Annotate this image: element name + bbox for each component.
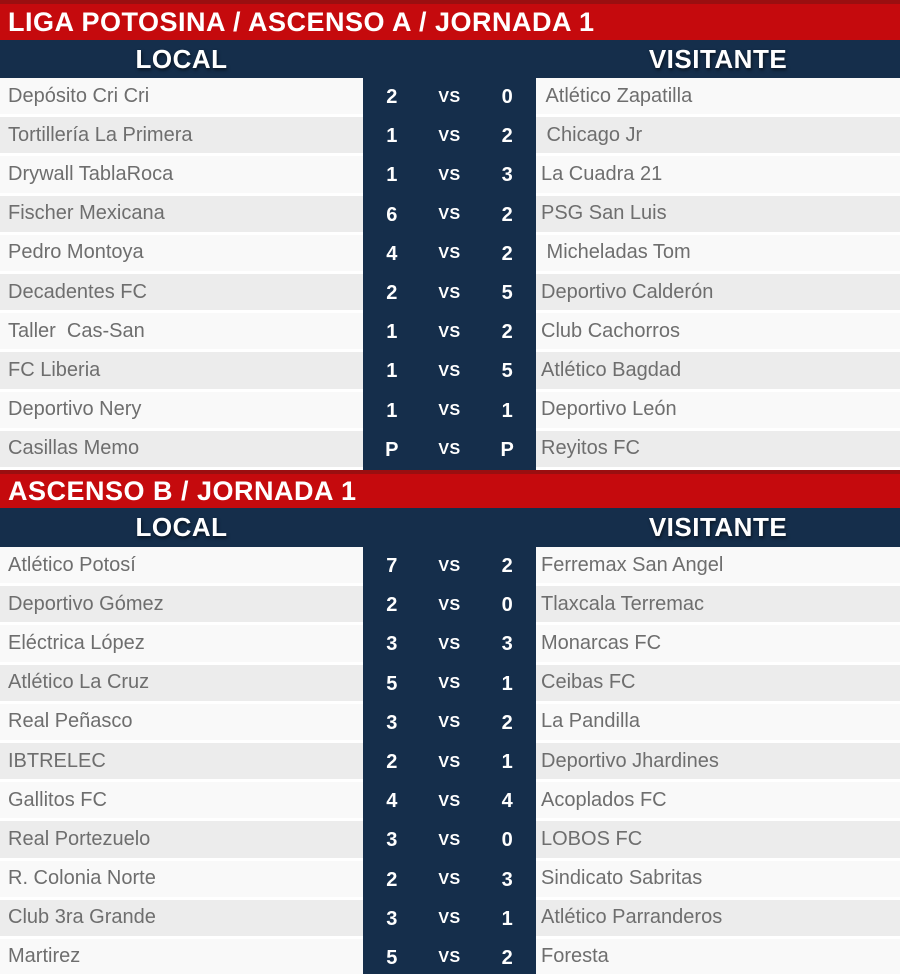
vs-label: VS xyxy=(438,441,461,459)
visitor-score: 2 xyxy=(501,203,513,226)
section-a-title: LIGA POTOSINA / ASCENSO A / JORNADA 1 xyxy=(8,6,595,37)
vs-label: VS xyxy=(438,596,461,614)
visitor-score: 1 xyxy=(501,672,513,695)
score-box xyxy=(363,900,536,939)
local-score: 7 xyxy=(386,555,398,578)
visitor-team-name: Ferremax San Angel xyxy=(536,547,900,586)
vs-label: VS xyxy=(438,166,461,184)
column-header-spacer xyxy=(363,40,536,78)
local-score: 1 xyxy=(386,164,398,187)
local-score: 2 xyxy=(386,868,398,891)
vs-label: VS xyxy=(438,557,461,575)
vs-label: VS xyxy=(438,402,461,420)
match-row xyxy=(0,665,900,704)
visitor-score: 4 xyxy=(501,790,513,813)
score-box xyxy=(363,392,536,431)
visitor-score: 2 xyxy=(501,946,513,969)
visitor-team-name: La Pandilla xyxy=(536,704,900,743)
visitor-team-name: Micheladas Tom xyxy=(536,235,900,274)
local-score: 6 xyxy=(386,203,398,226)
visitor-team-name: Tlaxcala Terremac xyxy=(536,586,900,625)
local-team-name: Deportivo Gómez xyxy=(0,586,363,625)
visitor-team-name: Chicago Jr xyxy=(536,117,900,156)
section-a-match-list xyxy=(0,78,900,470)
local-score: 3 xyxy=(386,907,398,930)
score-box xyxy=(363,313,536,352)
local-score: 5 xyxy=(386,672,398,695)
visitor-score: 3 xyxy=(501,164,513,187)
visitor-score: 1 xyxy=(501,399,513,422)
score-box xyxy=(363,352,536,391)
score-box xyxy=(363,665,536,704)
score-box xyxy=(363,939,536,974)
match-row xyxy=(0,900,900,939)
visitor-score: 0 xyxy=(501,829,513,852)
local-team-name: Gallitos FC xyxy=(0,782,363,821)
visitor-score: 3 xyxy=(501,868,513,891)
column-header-local: LOCAL xyxy=(135,43,228,74)
visitor-score: 0 xyxy=(501,86,513,109)
section-a-title-bar xyxy=(0,4,900,40)
visitor-team-name: Deportivo Jhardines xyxy=(536,743,900,782)
vs-label: VS xyxy=(438,675,461,693)
section-b-match-list xyxy=(0,547,900,974)
section-b-title: ASCENSO B / JORNADA 1 xyxy=(8,475,357,506)
match-row xyxy=(0,586,900,625)
visitor-score: 0 xyxy=(501,594,513,617)
match-row xyxy=(0,625,900,664)
vs-label: VS xyxy=(438,323,461,341)
match-row xyxy=(0,196,900,235)
visitor-score: 2 xyxy=(501,242,513,265)
match-row xyxy=(0,743,900,782)
score-box xyxy=(363,78,536,117)
match-row xyxy=(0,704,900,743)
local-team-name: Atlético La Cruz xyxy=(0,665,363,704)
local-score: 2 xyxy=(386,594,398,617)
local-score: P xyxy=(385,438,399,461)
visitor-team-name: Ceibas FC xyxy=(536,665,900,704)
local-score: 2 xyxy=(386,86,398,109)
vs-label: VS xyxy=(438,753,461,771)
vs-label: VS xyxy=(438,284,461,302)
vs-label: VS xyxy=(438,362,461,380)
local-team-name: Depósito Cri Cri xyxy=(0,78,363,117)
visitor-score: 2 xyxy=(501,555,513,578)
local-team-name: Taller Cas-San xyxy=(0,313,363,352)
match-row xyxy=(0,861,900,900)
local-score: 4 xyxy=(386,242,398,265)
visitor-team-name: LOBOS FC xyxy=(536,821,900,860)
local-team-name: Club 3ra Grande xyxy=(0,900,363,939)
visitor-score: 1 xyxy=(501,907,513,930)
match-row xyxy=(0,156,900,195)
visitor-team-name: La Cuadra 21 xyxy=(536,156,900,195)
match-row xyxy=(0,235,900,274)
vs-label: VS xyxy=(438,949,461,967)
column-header-local-cell xyxy=(0,40,363,78)
local-score: 1 xyxy=(386,360,398,383)
vs-label: VS xyxy=(438,831,461,849)
vs-label: VS xyxy=(438,871,461,889)
local-score: 1 xyxy=(386,125,398,148)
visitor-team-name: Atlético Zapatilla xyxy=(536,78,900,117)
visitor-score: 5 xyxy=(501,360,513,383)
visitor-team-name: Acoplados FC xyxy=(536,782,900,821)
score-box xyxy=(363,821,536,860)
score-box xyxy=(363,196,536,235)
vs-label: VS xyxy=(438,245,461,263)
local-team-name: Drywall TablaRoca xyxy=(0,156,363,195)
visitor-score: 2 xyxy=(501,711,513,734)
score-box xyxy=(363,861,536,900)
match-row xyxy=(0,782,900,821)
column-header-visitante: VISITANTE xyxy=(648,43,788,74)
visitor-team-name: Deportivo Calderón xyxy=(536,274,900,313)
match-row xyxy=(0,392,900,431)
score-box xyxy=(363,625,536,664)
vs-label: VS xyxy=(438,88,461,106)
local-team-name: Eléctrica López xyxy=(0,625,363,664)
local-team-name: Fischer Mexicana xyxy=(0,196,363,235)
match-row xyxy=(0,352,900,391)
score-box xyxy=(363,782,536,821)
visitor-team-name: Monarcas FC xyxy=(536,625,900,664)
visitor-team-name: Atlético Parranderos xyxy=(536,900,900,939)
visitor-score: 3 xyxy=(501,633,513,656)
local-team-name: R. Colonia Norte xyxy=(0,861,363,900)
match-row xyxy=(0,431,900,470)
local-score: 1 xyxy=(386,399,398,422)
score-box xyxy=(363,431,536,470)
score-box xyxy=(363,586,536,625)
local-score: 2 xyxy=(386,751,398,774)
local-team-name: Pedro Montoya xyxy=(0,235,363,274)
local-team-name: Deportivo Nery xyxy=(0,392,363,431)
vs-label: VS xyxy=(438,714,461,732)
score-box xyxy=(363,274,536,313)
local-team-name: Casillas Memo xyxy=(0,431,363,470)
local-score: 1 xyxy=(386,321,398,344)
visitor-score: 2 xyxy=(501,321,513,344)
column-header-visitante-cell xyxy=(536,508,900,547)
local-team-name: IBTRELEC xyxy=(0,743,363,782)
local-score: 2 xyxy=(386,282,398,305)
local-score: 4 xyxy=(386,790,398,813)
vs-label: VS xyxy=(438,635,461,653)
visitor-team-name: Club Cachorros xyxy=(536,313,900,352)
match-row xyxy=(0,313,900,352)
local-team-name: Martirez xyxy=(0,939,363,974)
score-box xyxy=(363,704,536,743)
visitor-score: 5 xyxy=(501,282,513,305)
local-score: 3 xyxy=(386,829,398,852)
section-b-title-bar xyxy=(0,474,900,508)
visitor-score: 1 xyxy=(501,751,513,774)
score-box xyxy=(363,547,536,586)
visitor-team-name: Reyitos FC xyxy=(536,431,900,470)
local-team-name: Real Portezuelo xyxy=(0,821,363,860)
column-header-spacer xyxy=(363,508,536,547)
column-header-local-cell xyxy=(0,508,363,547)
local-score: 5 xyxy=(386,946,398,969)
vs-label: VS xyxy=(438,792,461,810)
vs-label: VS xyxy=(438,910,461,928)
match-row xyxy=(0,274,900,313)
visitor-team-name: Deportivo León xyxy=(536,392,900,431)
column-header-visitante: VISITANTE xyxy=(648,512,788,542)
local-score: 3 xyxy=(386,711,398,734)
section-b-column-header xyxy=(0,508,900,547)
column-header-local: LOCAL xyxy=(135,512,228,542)
column-header-visitante-cell xyxy=(536,40,900,78)
visitor-score: 2 xyxy=(501,125,513,148)
match-row xyxy=(0,117,900,156)
local-team-name: Decadentes FC xyxy=(0,274,363,313)
match-row xyxy=(0,78,900,117)
local-team-name: Tortillería La Primera xyxy=(0,117,363,156)
visitor-team-name: Atlético Bagdad xyxy=(536,352,900,391)
visitor-team-name: Sindicato Sabritas xyxy=(536,861,900,900)
score-box xyxy=(363,156,536,195)
match-row xyxy=(0,821,900,860)
score-box xyxy=(363,743,536,782)
visitor-team-name: PSG San Luis xyxy=(536,196,900,235)
local-team-name: Atlético Potosí xyxy=(0,547,363,586)
local-score: 3 xyxy=(386,633,398,656)
local-team-name: Real Peñasco xyxy=(0,704,363,743)
vs-label: VS xyxy=(438,206,461,224)
match-row xyxy=(0,939,900,974)
visitor-score: P xyxy=(500,438,514,461)
local-team-name: FC Liberia xyxy=(0,352,363,391)
score-box xyxy=(363,117,536,156)
vs-label: VS xyxy=(438,127,461,145)
score-box xyxy=(363,235,536,274)
visitor-team-name: Foresta xyxy=(536,939,900,974)
match-row xyxy=(0,547,900,586)
section-a-column-header xyxy=(0,40,900,78)
